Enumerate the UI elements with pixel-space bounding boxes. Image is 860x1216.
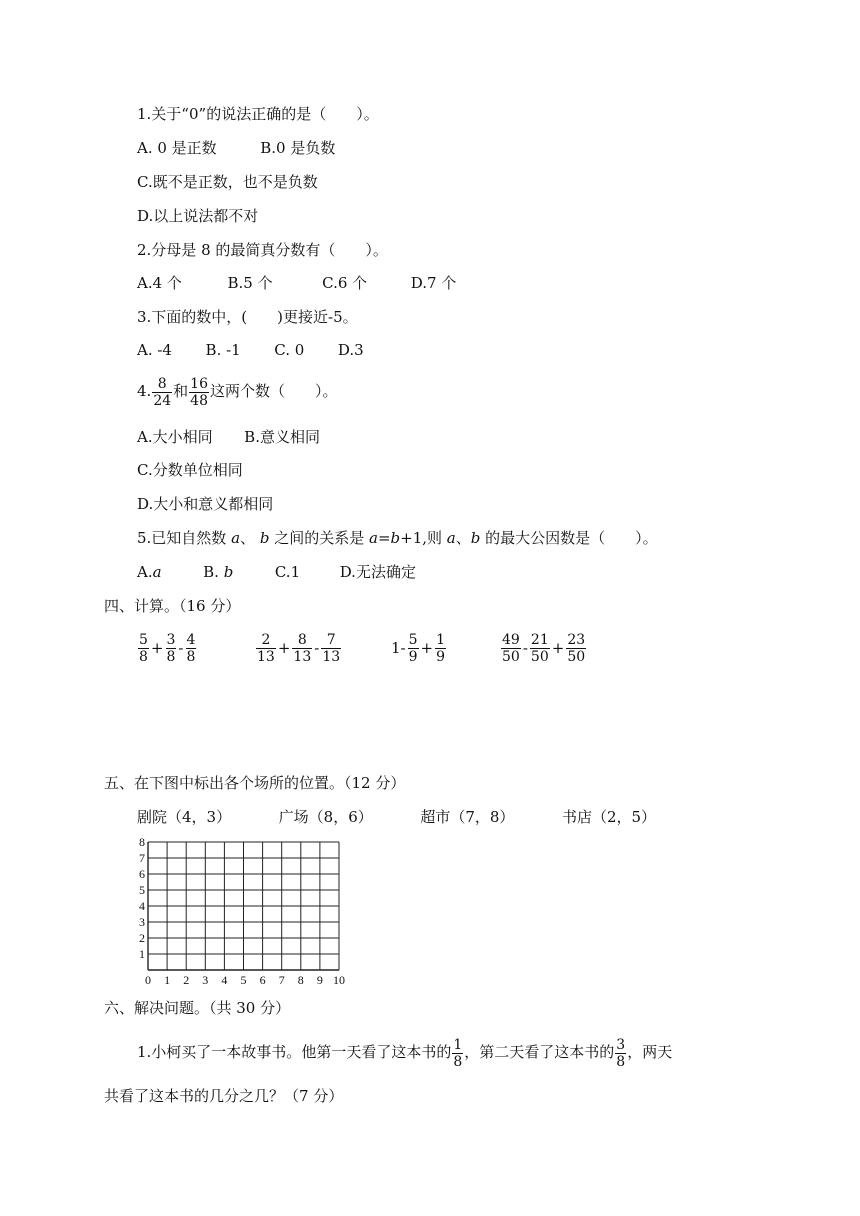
grid-y-label: 6 xyxy=(139,867,145,881)
place-list xyxy=(137,807,656,827)
q5-option-a: A.a xyxy=(137,563,162,581)
place-theatre: 剧院（4，3） xyxy=(137,808,232,826)
grid-x-label: 2 xyxy=(183,973,190,987)
grid-y-label: 8 xyxy=(139,835,145,849)
grid-y-label: 7 xyxy=(139,851,145,865)
place-bookstore: 书店（2，5） xyxy=(561,808,657,826)
q2-option-c: C.6 个 xyxy=(322,274,368,292)
problem-1-line2: 共看了这本书的几分之几？（7 分） xyxy=(104,1087,344,1105)
grid-x-label: 3 xyxy=(202,973,209,987)
section6-title: 六、解决问题。（共 30 分） xyxy=(104,999,291,1017)
q4-options-row1 xyxy=(137,427,320,447)
grid-y-label: 2 xyxy=(139,931,145,945)
grid-y-label: 3 xyxy=(139,915,145,929)
q5-options xyxy=(137,562,416,582)
q5-option-c: C.1 xyxy=(274,563,301,581)
grid-x-label: 0 xyxy=(145,973,151,987)
problem-1-line1: 1.小柯买了一本故事书。他第一天看了这本书的 $\frac{1}{8}$ ，第二天看了这本书的 $\frac{3}{8}$ ，两天 xyxy=(137,1036,673,1070)
calc-expression-2: $\frac{2}{13}$ + $\frac{8}{13}$ - $\frac{7}{13}$ xyxy=(257,631,341,665)
q4-fraction-1: $\frac{8}{24}$ xyxy=(153,375,172,409)
q3-option-d: D.3 xyxy=(337,341,364,359)
q2-option-a: A.4 个 xyxy=(137,274,182,292)
q4-option-a: A.大小相同 xyxy=(137,428,213,446)
section4-title: 四、计算。（16 分） xyxy=(104,597,241,615)
problem-1-fraction-2: $\frac{3}{8}$ xyxy=(616,1036,626,1070)
q3-stem: 3.下面的数中，( )更接近-5。 xyxy=(137,308,358,326)
grid-x-label: 10 xyxy=(333,973,345,987)
q5-option-d: D.无法确定 xyxy=(339,563,416,581)
grid-x-label: 5 xyxy=(240,973,247,987)
coordinate-grid xyxy=(130,834,352,992)
q3-option-b: B. -1 xyxy=(205,341,241,359)
q1-options-row1 xyxy=(137,138,335,158)
q1-option-d: D.以上说法都不对 xyxy=(137,207,259,225)
place-supermarket: 超市（7，8） xyxy=(420,808,515,826)
grid-x-label: 6 xyxy=(259,973,266,987)
grid-x-label: 7 xyxy=(278,973,285,987)
q5-stem: 5.已知自然数 a、 b 之间的关系是 a=b+1,则 a、b 的最大公因数是（ ）。 xyxy=(137,529,658,547)
q1-option-a: A. 0 是正数 xyxy=(137,139,217,157)
grid-y-label: 5 xyxy=(139,883,145,897)
q3-option-c: C. 0 xyxy=(274,341,305,359)
q5-option-b: B. b xyxy=(203,563,234,581)
grid-x-label: 8 xyxy=(297,973,304,987)
calc-expression-3: 1- $\frac{5}{9}$ + $\frac{1}{9}$ xyxy=(391,631,446,665)
q2-option-d: D.7 个 xyxy=(410,274,457,292)
place-square: 广场（8，6） xyxy=(278,808,373,826)
grid-y-label: 4 xyxy=(139,899,145,913)
q2-option-b: B.5 个 xyxy=(227,274,273,292)
q1-option-c: C.既不是正数，也不是负数 xyxy=(137,173,318,191)
q3-options xyxy=(137,340,364,360)
q3-option-a: A. -4 xyxy=(137,341,172,359)
grid-x-label: 1 xyxy=(164,973,171,987)
grid-x-label: 4 xyxy=(221,973,228,987)
calc-expression-4: $\frac{49}{50}$ - $\frac{21}{50}$ + $\frac{23}{50}$ xyxy=(502,631,586,665)
q4-option-c: C.分数单位相同 xyxy=(137,461,243,479)
problem-1-fraction-1: $\frac{1}{8}$ xyxy=(453,1036,463,1070)
q4-option-d: D.大小和意义都相同 xyxy=(137,495,274,513)
q2-options xyxy=(137,273,456,293)
calc-expression-1: $\frac{5}{8}$ + $\frac{3}{8}$ - $\frac{4}{8}$ xyxy=(139,631,196,665)
q1-option-b: B.0 是负数 xyxy=(260,139,336,157)
q1-stem: 1.关于“0”的说法正确的是（ ）。 xyxy=(137,105,379,123)
q4-option-b: B.意义相同 xyxy=(244,428,320,446)
q2-stem: 2.分母是 8 的最简真分数有（ ）。 xyxy=(137,241,388,259)
q4-fraction-2: $\frac{16}{48}$ xyxy=(190,375,208,409)
q4-stem: 4. $\frac{8}{24}$ 和 $\frac{16}{48}$ 这两个数（ ）。 xyxy=(137,375,338,409)
grid-x-label: 9 xyxy=(316,973,323,987)
grid-y-label: 1 xyxy=(139,947,145,961)
section5-title: 五、在下图中标出各个场所的位置。（12 分） xyxy=(104,774,406,792)
